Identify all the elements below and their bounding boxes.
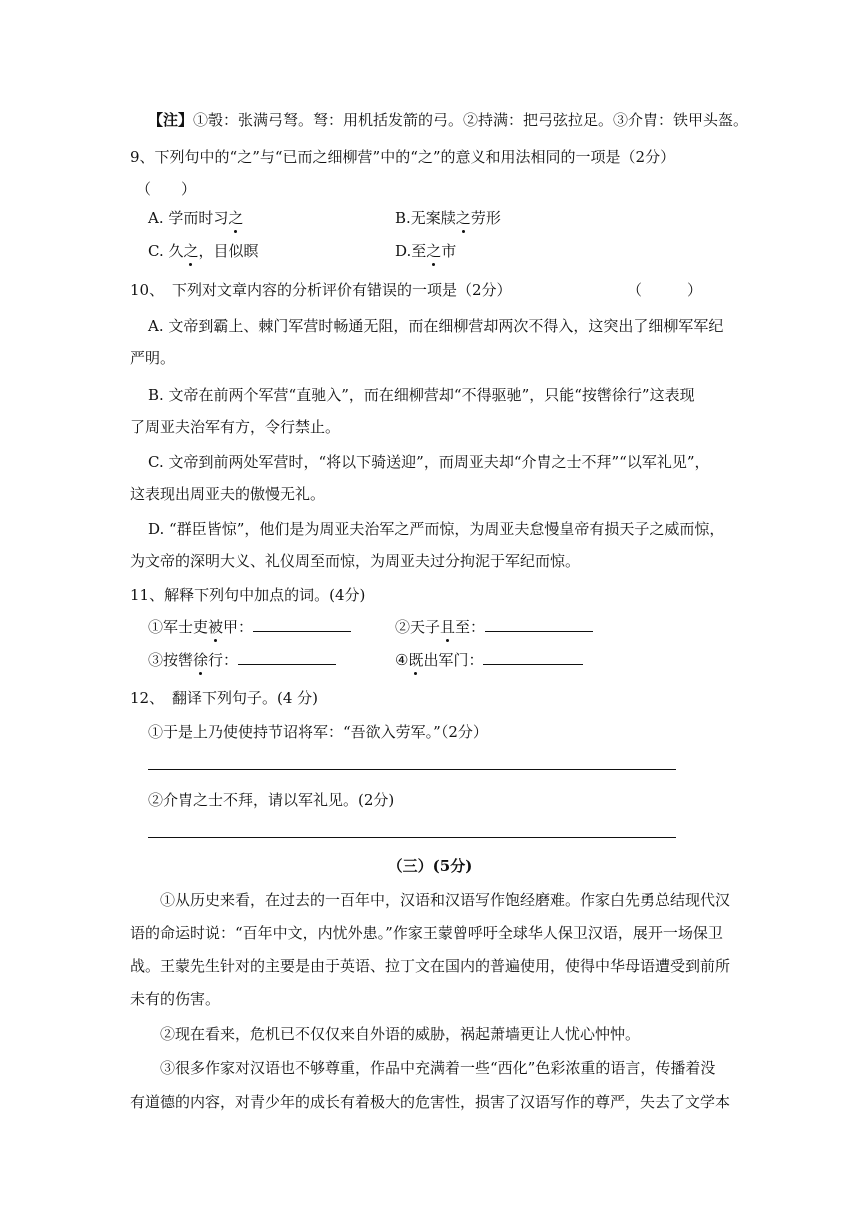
item-text: ①军士吏 [148,618,209,636]
answer-blank[interactable] [485,617,593,632]
question-10-option-c-line1: C. 文帝到前两处军营时，“将以下骑送迎”，而周亚夫却“介胄之士不拜”“以军礼见”， [148,453,710,471]
dotted-char: 之 [426,242,442,260]
answer-blank[interactable] [253,617,351,632]
question-9-option-a [148,208,243,228]
option-text: 劳形 [470,209,501,227]
passage-p1-line2: 语的命运时说：“百年中文，内忧外患。”作家王蒙曾呼吁全球华人保卫汉语，展开一场保卫 [130,924,723,942]
question-9-option-b [395,208,501,228]
question-9-option-c [148,241,259,261]
item-text: 行： [208,651,239,669]
question-12-number: 12、 [130,689,165,707]
item-text: ②天子 [395,618,441,636]
dotted-char: 之 [228,209,244,227]
dotted-char: 且 [440,618,456,636]
question-10-stem: 下列对文章内容的分析评价有错误的一项是（2分） [172,281,512,299]
question-10-number: 10、 [130,281,165,299]
option-text: B.无案牍 [395,209,456,227]
question-10-option-b-line1: B. 文帝在前两个军营“直驰入”，而在细柳营却“不得驱驰”，只能“按辔徐行”这表现 [148,386,695,404]
item-text: ③按辔 [148,651,194,669]
dotted-char: 之 [183,242,199,260]
answer-line-1[interactable] [148,769,676,770]
item-text: ④ [395,651,409,669]
question-9-bracket: （ ） [136,180,197,198]
question-10-option-a-line2: 严明。 [130,349,176,367]
option-text: D.至 [395,242,427,260]
answer-line-2[interactable] [148,837,676,838]
question-12-stem: 翻译下列句子。(4 分) [172,689,319,707]
question-11-item-3 [148,650,336,670]
passage-p3-line1: ③很多作家对汉语也不够尊重，作品中充满着一些“西化”色彩浓重的语言，传播着没 [160,1059,716,1077]
passage-p1-line1: ①从历史来看，在过去的一百年中，汉语和汉语写作饱经磨难。作家白先勇总结现代汉 [160,891,731,909]
question-12-sentence-1: ①于是上乃使使持节诏将军：“吾欲入劳军。”（2分） [148,723,488,741]
note-text: ①彀：张满弓弩。弩：用机括发箭的弓。②持满：把弓弦拉足。③介胄：铁甲头盔。 [193,111,749,129]
dotted-char: 既 [408,651,424,669]
question-10-option-a-line1: A. 文帝到霸上、棘门军营时畅通无阻，而在细柳营却两次不得入，这突出了细柳军军纪 [148,317,724,335]
passage-p2: ②现在看来，危机已不仅仅来自外语的威胁，祸起萧墙更让人忧心忡忡。 [160,1025,641,1043]
dotted-char: 之 [455,209,471,227]
question-12-sentence-2: ②介胄之士不拜，请以军礼见。(2分) [148,791,395,809]
section-3-title: （三）(5分) [387,857,473,875]
option-text: A. 学而时习 [148,209,229,227]
option-text: C. 久 [148,242,184,260]
question-10-option-d-line1: D. “群臣皆惊”，他们是为周亚夫治军之严而惊，为周亚夫怠慢皇帝有损天子之威而惊， [148,520,725,538]
question-11-item-2 [395,617,593,637]
answer-blank[interactable] [238,650,336,665]
item-text: 出军门： [423,651,484,669]
footnote-line [148,110,748,130]
item-text: 至： [455,618,486,636]
question-10-option-b-line2: 了周亚夫治军有方，令行禁止。 [130,418,341,436]
question-10-option-c-line2: 这表现出周亚夫的傲慢无礼。 [130,485,326,503]
question-10-option-d-line2: 为文帝的深明大义、礼仪周至而惊，为周亚夫过分拘泥于军纪而惊。 [130,552,581,570]
question-9-option-d [395,241,456,261]
question-11-item-1 [148,617,351,637]
passage-p1-line4: 未有的伤害。 [130,990,221,1008]
note-label: 【注】 [148,111,194,129]
answer-blank[interactable] [483,650,583,665]
option-text: 市 [441,242,457,260]
question-11-stem: 11、解释下列句中加点的词。(4分) [130,586,366,604]
dotted-char: 被 [208,618,224,636]
question-9-stem: 9、下列句中的“之”与“已而之细柳营”中的“之”的意义和用法相同的一项是（2分） [130,148,676,166]
option-text: ，目似瞑 [198,242,259,260]
dotted-char: 徐 [193,651,209,669]
passage-p3-line2: 有道德的内容，对青少年的成长有着极大的危害性，损害了汉语写作的尊严，失去了文学本 [130,1093,731,1111]
question-10-bracket: （ ） [627,281,703,299]
item-text: 甲： [223,618,254,636]
question-11-item-4 [395,650,583,670]
passage-p1-line3: 战。王蒙先生针对的主要是由于英语、拉丁文在国内的普遍使用，使得中华母语遭受到前所 [130,957,731,975]
